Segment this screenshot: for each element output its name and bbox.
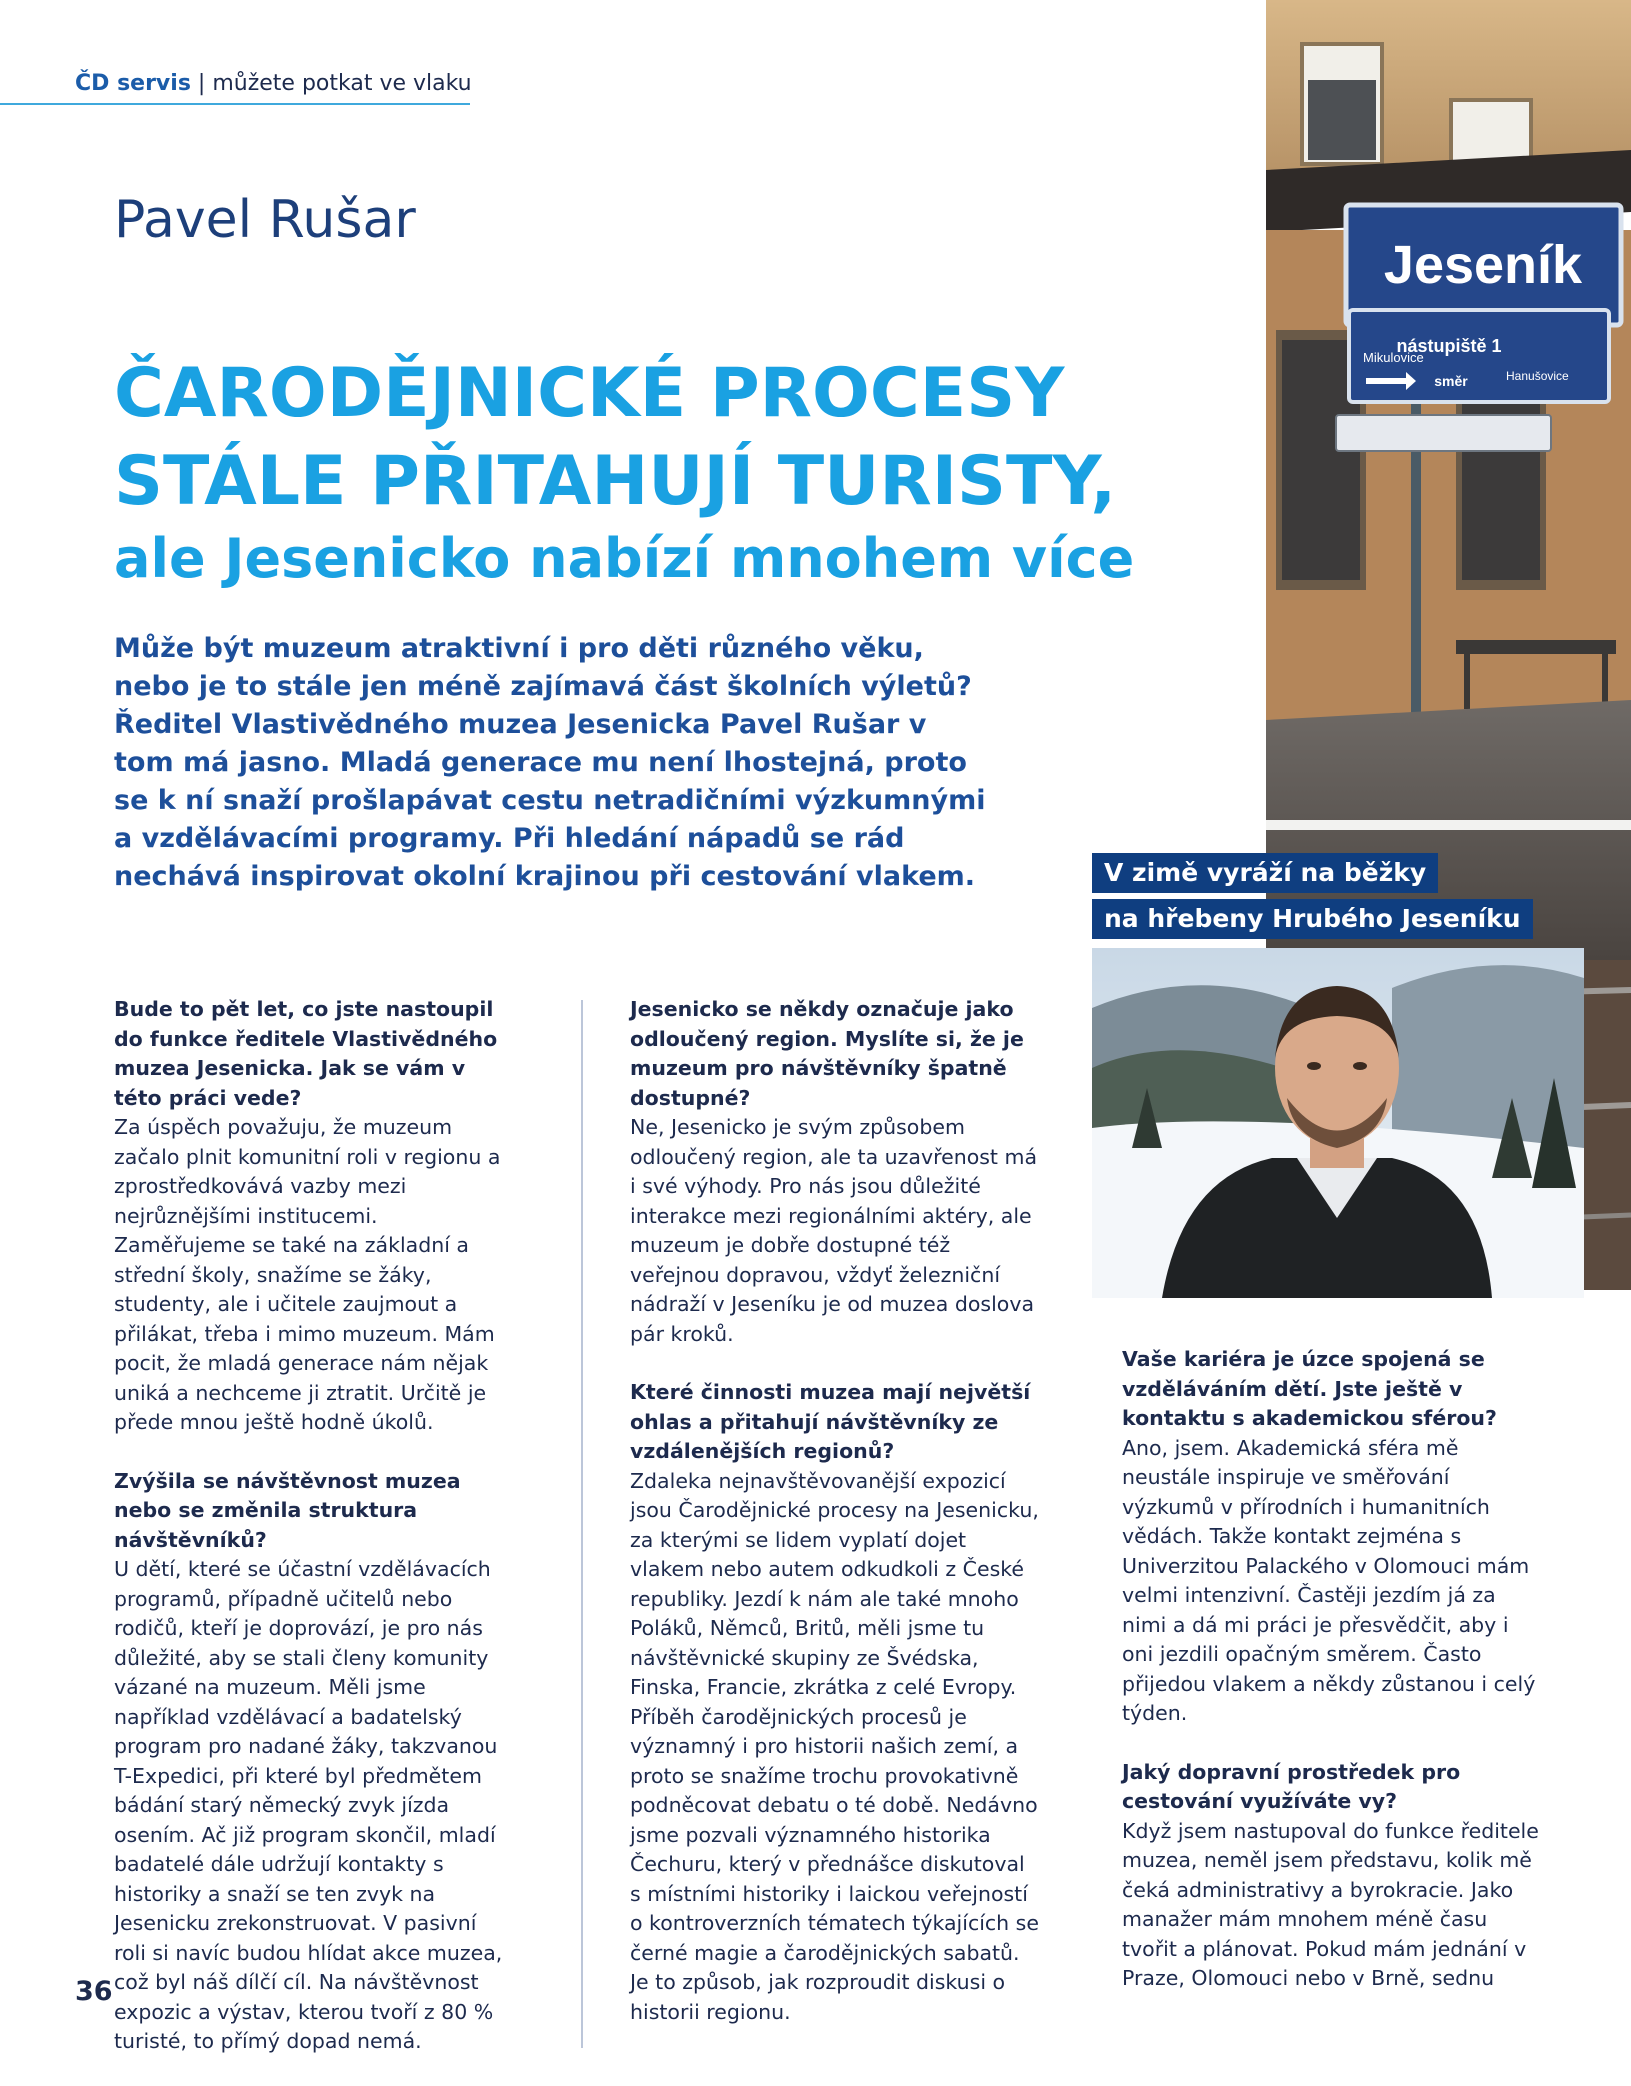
- headline-line-2: STÁLE PŘITAHUJÍ TURISTY,: [114, 442, 1117, 521]
- interview-answer: U dětí, které se účastní vzdělávacích programů, případně učitelů nebo rodičů, kteří je doprovází, je pro nás důležité, aby se stali členy komunity vázané na muzeum. Měli jsme například vzdělávací a badatelský program pro nadané žáky, takzvanou T-Expedici, při které byl předmětem bádání starý německý zvyk jízda osením. Ač již program skončil, mladí badatelé dále udržují kontakty s historiky a snaží se ten zvyk na Jesenicku zrekonstruovat. V pasivní roli si navíc budou hlídat akce muzea, což byl náš dílčí cíl. Na návštěvnost expozic a výstav, kterou tvoří z 80 % turisté, to přímý dopad nemá.: [114, 1557, 503, 2053]
- qa-block: [630, 1378, 1040, 2027]
- column-divider: [581, 1000, 583, 2048]
- brand-label: ČD servis: [75, 71, 191, 96]
- qa-block: [1122, 1345, 1542, 1729]
- section-name: můžete potkat ve vlaku: [212, 71, 472, 96]
- page-number: 36: [75, 1976, 113, 2007]
- section-separator: |: [197, 71, 206, 96]
- photo-caption-line-2: na hřebeny Hrubého Jeseníku: [1092, 899, 1533, 939]
- portrait-illustration: [1092, 948, 1584, 1298]
- photo-caption-line-1: V zimě vyráží na běžky: [1092, 853, 1438, 893]
- qa-block: [1122, 1758, 1542, 1994]
- interview-question: Zvýšila se návštěvnost muzea nebo se změnila struktura návštěvníků?: [114, 1468, 461, 1552]
- portrait-photo: [1092, 948, 1584, 1298]
- direction-word-text: směr: [1434, 373, 1468, 389]
- section-label: [75, 70, 472, 98]
- qa-block: [114, 1467, 514, 2057]
- platform-sign-text: nástupiště 1: [1396, 336, 1502, 356]
- author-name: Pavel Rušar: [114, 190, 416, 250]
- interview-question: Jesenicko se někdy označuje jako odloučený region. Myslíte si, že je muzeum pro návštěvníky špatně dostupné?: [630, 997, 1024, 1110]
- direction-left-text: Mikulovice: [1363, 350, 1424, 365]
- qa-block: [630, 995, 1040, 1349]
- article-column-3: [1122, 1345, 1542, 2023]
- interview-question: Vaše kariéra je úzce spojená se vzděláváním dětí. Jste ještě v kontaktu s akademickou sférou?: [1122, 1347, 1497, 1430]
- direction-right-text: Hanušovice: [1506, 369, 1569, 383]
- interview-question: Bude to pět let, co jste nastoupil do funkce ředitele Vlastivědného muzea Jesenicka. Jak se vám v této práci vede?: [114, 997, 498, 1110]
- interview-answer: Ne, Jesenicko je svým způsobem odloučený region, ale ta uzavřenost má i své výhody. Pro nás jsou důležité interakce mezi regionálními aktéry, ale muzeum je dobře dostupné též veřejnou dopravou, vždyť železniční nádraží v Jeseníku je od muzea doslova pár kroků.: [630, 1115, 1038, 1346]
- article-column-2: [630, 995, 1040, 2056]
- interview-answer: Za úspěch považuju, že muzeum začalo plnit komunitní roli v regionu a zprostředkovává vazby mezi nejrůznějšími institucemi. Zaměřujeme se také na základní a střední školy, snažíme se žáky, studenty, ale i učitele zaujmout a přilákat, třeba i mimo muzeum. Mám pocit, že mladá generace nám nějak uniká a nechceme ji ztratit. Určitě je přede mnou ještě hodně úkolů.: [114, 1115, 501, 1434]
- interview-question: Jaký dopravní prostředek pro cestování využíváte vy?: [1122, 1759, 1461, 1813]
- interview-answer: Když jsem nastupoval do funkce ředitele muzea, neměl jsem představu, kolik mě čeká administrativy a byrokracie. Jako manažer mám mnohem méně času tvořit a plánovat. Pokud mám jednání v Praze, Olomouci nebo v Brně, sednu: [1122, 1818, 1539, 1990]
- qa-block: [114, 995, 514, 1438]
- article-column-1: [114, 995, 514, 2086]
- interview-answer: Ano, jsem. Akademická sféra mě neustále inspiruje ve směřování výzkumů v přírodních i humanitních vědách. Takže kontakt zejména s Univerzitou Palackého v Olomouci mám velmi intenzivní. Častěji jezdím já za nimi a dá mi práci je přesvědčit, aby i oni jezdili opačným směrem. Často přijedou vlakem a někdy zůstanou i celý týden.: [1122, 1435, 1536, 1725]
- headline-line-1: ČARODĚJNICKÉ PROCESY: [114, 354, 1065, 433]
- lead-paragraph: Může být muzeum atraktivní i pro děti různého věku, nebo je to stále jen méně zajímavá část školních výletů? Ředitel Vlastivědného muzea Jesenicka Pavel Rušar v tom má jasno. Mladá generace mu není lhostejná, proto se k ní snaží prošlapávat cestu netradičními výzkumnými a vzdělávacími programy. Při hledání nápadů se rád nechává inspirovat okolní krajinou při cestování vlakem.: [114, 633, 986, 892]
- interview-question: Které činnosti muzea mají největší ohlas a přitahují návštěvníky ze vzdálenějších regionů?: [630, 1380, 1031, 1463]
- headline-subtitle: ale Jesenicko nabízí mnohem více: [114, 527, 1135, 590]
- header-rule: [0, 103, 470, 105]
- interview-answer: Zdaleka nejnavštěvovanější expozicí jsou Čarodějnické procesy na Jesenicku, za kterými se lidem vyplatí dojet vlakem nebo autem odkudkoli z České republiky. Jezdí k nám ale také mnoho Poláků, Němců, Britů, měli jsme tu návštěvnické skupiny ze Švédska, Finska, Francie, zkrátka z celé Evropy. Příběh čarodějnických procesů je významný i pro historii našich zemí, a proto se snažíme trochu provokativně podněcovat debatu o té době. Nedávno jsme pozvali významného historika Čechuru, který v přednášce diskutoval s místními historiky i laickou veřejností o kontroverzních tématech týkajících se černé magie a čarodějnických sabatů. Je to způsob, jak rozproudit diskusi o historii regionu.: [630, 1468, 1039, 2024]
- headline: [114, 350, 1234, 592]
- station-sign-text: Jeseník: [1383, 235, 1583, 295]
